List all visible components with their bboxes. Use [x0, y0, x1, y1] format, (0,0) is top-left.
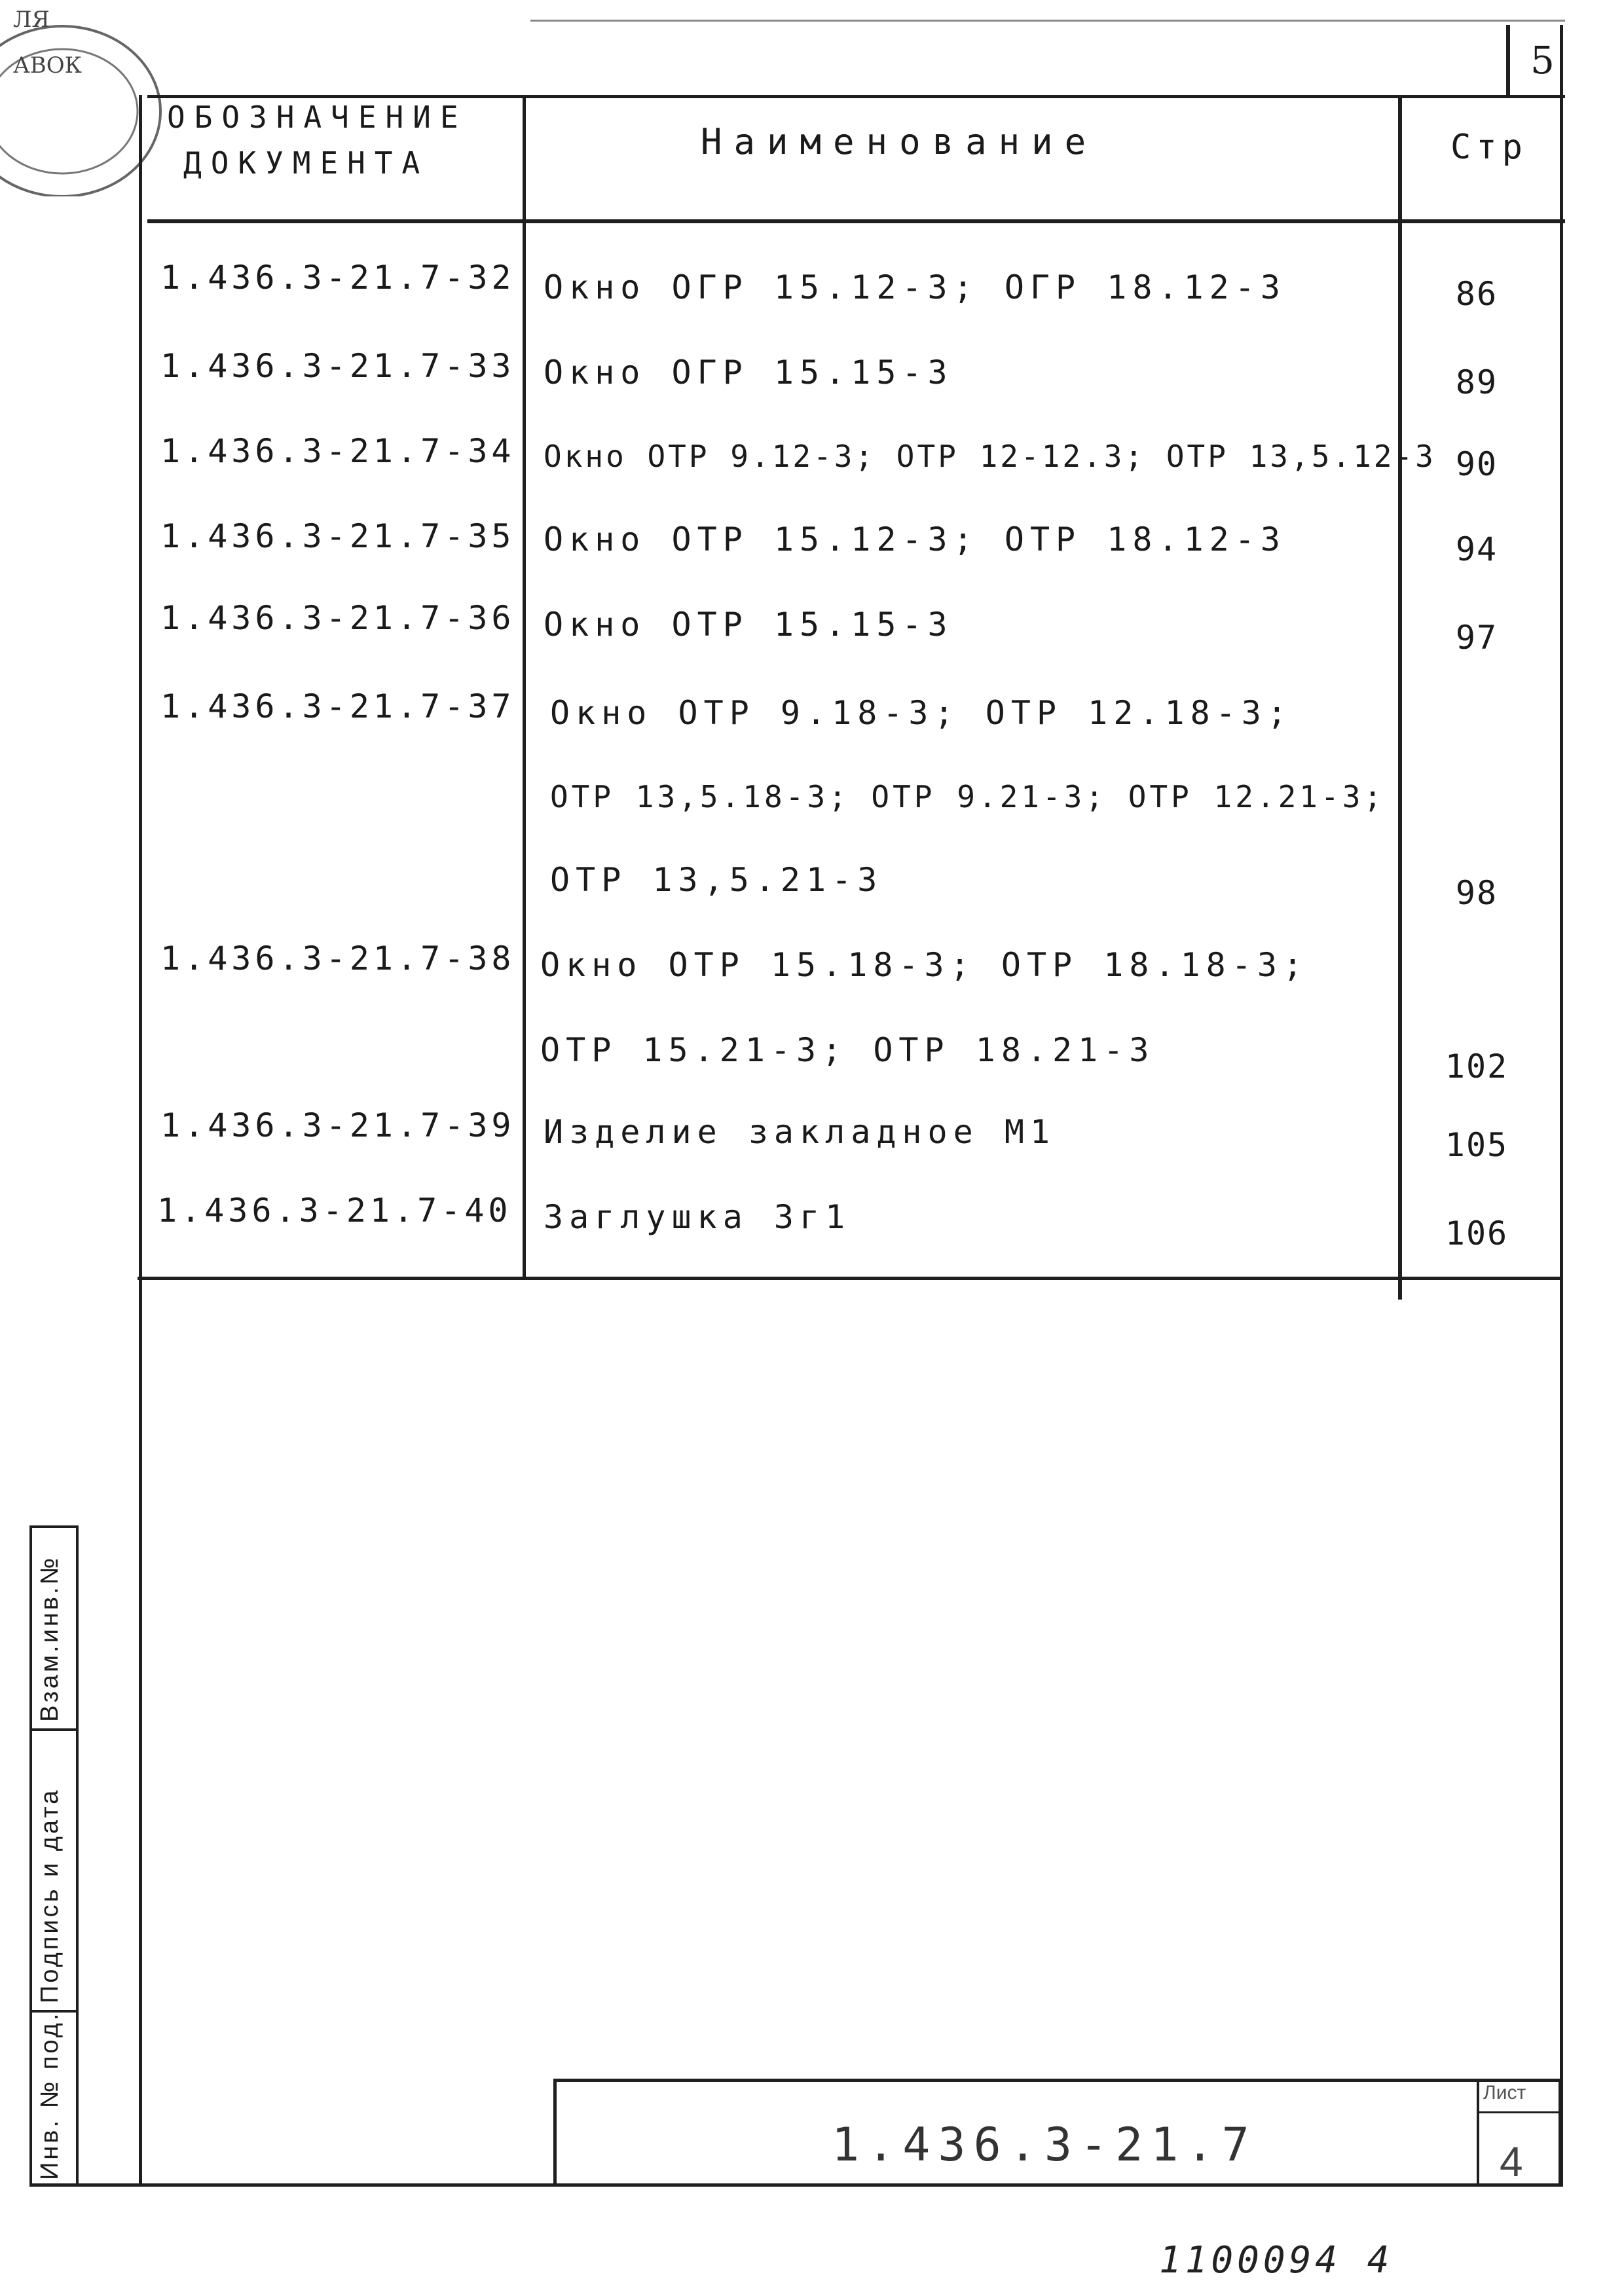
top-frame-line	[530, 20, 1565, 22]
row-code: 1.436.3-21.7-33	[160, 347, 515, 385]
margin-label-replace-inv: Взам.инв.№	[36, 1555, 64, 1722]
row-code: 1.436.3-21.7-32	[160, 259, 515, 297]
row-name-cont: ОТР 15.21-3; ОТР 18.21-3	[540, 1031, 1155, 1069]
header-code-line2: ДОКУМЕНТА	[183, 145, 430, 181]
sheet-label-divider	[1477, 2111, 1562, 2113]
sheet-number: 4	[1500, 2138, 1523, 2185]
stamp-text-1: ЛЯ	[13, 7, 50, 33]
stamp-text-2: АВОК	[13, 52, 82, 79]
sheet-label: Лист	[1483, 2082, 1526, 2104]
row-name: Окно ОТР 9.18-3; ОТР 12.18-3;	[550, 694, 1293, 732]
row-name: Окно ОГР 15.12-3; ОГР 18.12-3	[544, 268, 1286, 306]
row-name: Окно ОТР 15.18-3; ОТР 18.18-3;	[540, 946, 1309, 984]
row-code: 1.436.3-21.7-37	[160, 687, 515, 725]
table-top-border	[147, 95, 1565, 98]
row-name: Окно ОГР 15.15-3	[544, 354, 953, 392]
table-bottom-border	[138, 1277, 1562, 1280]
right-frame-line	[1560, 25, 1563, 2185]
row-page: 105	[1445, 1126, 1509, 1164]
row-page: 94	[1455, 530, 1498, 568]
row-page: 97	[1455, 619, 1498, 657]
margin-label-sign-date: Подпись и дата	[36, 1787, 64, 2003]
row-name-cont: ОТР 13,5.18-3; ОТР 9.21-3; ОТР 12.21-3;	[550, 779, 1386, 814]
column-divider-1	[523, 95, 526, 1280]
margin-label-inv-no: Инв. № под.	[36, 2011, 64, 2180]
row-page: 89	[1455, 363, 1498, 401]
row-page: 86	[1455, 275, 1498, 313]
row-code: 1.436.3-21.7-40	[157, 1192, 512, 1230]
left-frame-line	[139, 95, 142, 2183]
row-name: Заглушка 3г1	[544, 1198, 851, 1236]
row-page: 90	[1455, 445, 1498, 483]
row-name: Окно ОТР 15.12-3; ОТР 18.12-3	[544, 520, 1286, 558]
row-code: 1.436.3-21.7-38	[160, 939, 515, 977]
corner-sheet-box	[1506, 25, 1575, 97]
inventory-number: 1100094 4	[1159, 2239, 1393, 2282]
row-name: Изделие закладное М1	[544, 1113, 1056, 1151]
row-code: 1.436.3-21.7-39	[160, 1106, 515, 1144]
margin-divider-1	[29, 1728, 79, 1731]
row-page: 102	[1445, 1048, 1509, 1085]
title-block-divider	[1477, 2079, 1479, 2187]
row-code: 1.436.3-21.7-35	[160, 517, 515, 555]
row-page: 106	[1445, 1214, 1509, 1252]
header-code-line1: ОБОЗНАЧЕНИЕ	[167, 100, 468, 135]
row-name-cont: ОТР 13,5.21-3	[550, 861, 883, 899]
header-page: Стр	[1450, 128, 1528, 167]
column-divider-2	[1398, 95, 1402, 1300]
header-bottom-border	[147, 219, 1565, 223]
corner-sheet-number: 5	[1530, 38, 1555, 82]
header-name: Наименование	[701, 121, 1098, 162]
row-code: 1.436.3-21.7-34	[160, 432, 515, 470]
title-block-code: 1.436.3-21.7	[832, 2118, 1257, 2172]
row-code: 1.436.3-21.7-36	[160, 599, 515, 637]
row-page: 98	[1455, 874, 1498, 912]
row-name: Окно ОТР 9.12-3; ОТР 12-12.3; ОТР 13,5.12-3	[544, 439, 1436, 474]
row-name: Окно ОТР 15.15-3	[544, 606, 953, 644]
